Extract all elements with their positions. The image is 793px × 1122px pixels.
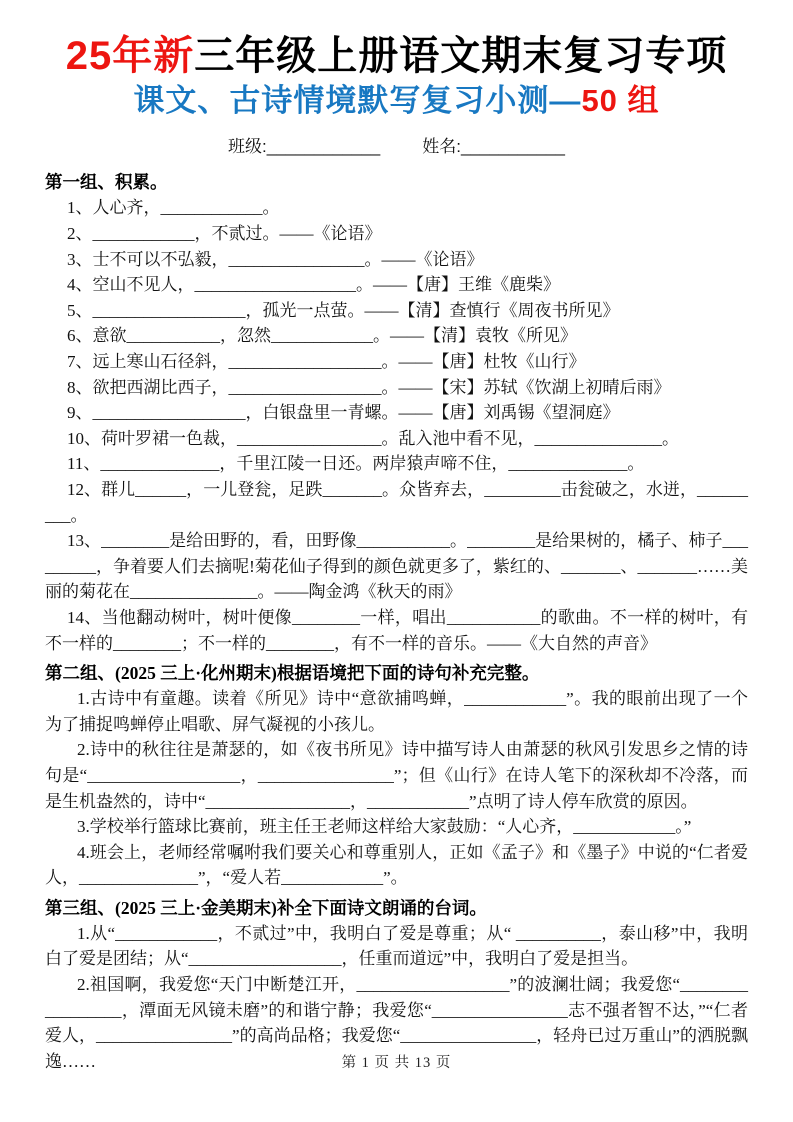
section-2-item-1: 1.古诗中有童趣。读着《所见》诗中“意欲捕鸣蝉，____________”。我的眼前出现了一个为了捕捉鸣蝉停止唱歌、屏气凝视的小孩儿。 bbox=[45, 689, 748, 734]
name-blank-field: ___________ bbox=[460, 137, 565, 157]
section-heading-3: 第三组、(2025 三上·金美期末)补全下面诗文朗诵的台词。 bbox=[45, 897, 487, 918]
class-label: 班级: bbox=[228, 137, 267, 157]
title-black-part: 三年级上册语文期末复习专项 bbox=[194, 34, 728, 78]
section-1-item-5: 5、__________________，孤光一点萤。——【清】查慎行《周夜书所见》 bbox=[67, 300, 620, 320]
section-1-item-2: 2、____________，不贰过。——《论语》 bbox=[67, 224, 382, 244]
section-3-item-1: 1.从“____________，不贰过”中，我明白了爱是尊重；从“ __________，泰山移”中，我明白了爱是团结；从“__________________，任重而道远”中，我明白了爱是担当。 bbox=[45, 923, 748, 969]
section-heading-1: 第一组、积累。 bbox=[45, 172, 168, 193]
section-1-item-3: 3、士不可以不弘毅，________________。——《论语》 bbox=[67, 249, 484, 269]
section-1-item-13: 13、________是给田野的，看，田野像___________。________是给果树的，橘子、柿子_________，争着要人们去摘呢!菊花仙子得到的颜色就更多了，紫红的、_______、_______……美丽的菊花在_______________。——陶金鸿《秋天的雨》 bbox=[45, 531, 748, 602]
class-blank-field: ____________ bbox=[266, 137, 381, 157]
section-1-item-1: 1、人心齐，____________。 bbox=[67, 198, 280, 218]
name-label: 姓名: bbox=[422, 137, 461, 157]
section-1-item-6: 6、意欲___________，忽然____________。——【清】袁牧《所见》 bbox=[67, 326, 577, 346]
section-1-item-8: 8、欲把西湖比西子，__________________。——【宋】苏轼《饮湖上初晴后雨》 bbox=[67, 377, 671, 397]
subtitle-blue-part: 课文、古诗情境默写复习小测— bbox=[133, 82, 582, 118]
section-1-item-14: 14、当他翻动树叶，树叶便像________一样，唱出___________的歌曲。不一样的树叶，有不一样的________；不一样的________，有不一样的音乐。——《大自然的声音》 bbox=[45, 607, 748, 653]
section-1-item-4: 4、空山不见人，___________________。——【唐】王维《鹿柴》 bbox=[67, 275, 560, 295]
page-subtitle bbox=[45, 83, 748, 119]
page-footer: 第 1 页 共 13 页 bbox=[341, 1055, 452, 1071]
section-1-item-10: 10、荷叶罗裙一色裁，_________________。乱入池中看不见，_______________。 bbox=[67, 428, 679, 448]
section-1-item-9: 9、__________________，白银盘里一青螺。——【唐】刘禹锡《望洞庭》 bbox=[67, 403, 620, 423]
section-1-item-12: 12、群儿______，一儿登瓮，足跌_______。众皆弃去，_________击瓮破之，水迸，_________。 bbox=[45, 479, 748, 525]
section-2-item-4: 4.班会上，老师经常嘱咐我们要关心和尊重别人，正如《孟子》和《墨子》中说的“仁者爱人，______________”，“爱人若____________”。 bbox=[45, 842, 748, 888]
section-heading-2: 第二组、(2025 三上·化州期末)根据语境把下面的诗句补充完整。 bbox=[45, 663, 540, 684]
section-3-item-2: 2.祖国啊，我爱您“天门中断楚江开，__________________”的波澜壮阔；我爱您“_________________，潭面无风镜未磨”的和谐宁静；我爱您“________________志不强者智不达，”“仁者爱人，________________”的高尚品格；我爱您“________________，轻舟已过万重山”的洒脱飘逸…… bbox=[45, 975, 748, 1071]
section-2-item-3: 3.学校举行篮球比赛前，班主任王老师这样给大家鼓励：“人心齐，____________。” bbox=[77, 817, 692, 837]
section-1-item-7: 7、远上寒山石径斜，__________________。——【唐】杜牧《山行》 bbox=[67, 352, 586, 371]
student-info-row bbox=[45, 132, 748, 157]
worksheet-body bbox=[45, 169, 748, 1074]
subtitle-red-part: 50 组 bbox=[581, 82, 660, 118]
section-1-item-11: 11、______________，千里江陵一日还。两岸猿声啼不住，______________。 bbox=[67, 454, 645, 474]
page-title bbox=[45, 34, 748, 79]
title-red-part: 25年新 bbox=[65, 34, 195, 78]
section-2-item-2: 2.诗中的秋往往是萧瑟的，如《夜书所见》诗中描写诗人由萧瑟的秋风引发思乡之情的诗句是“__________________，________________”；但《山行》在诗人笔下的深秋却不冷落，而是生机盎然的，诗中“_________________，____________”点明了诗人停车欣赏的原因。 bbox=[45, 740, 748, 811]
